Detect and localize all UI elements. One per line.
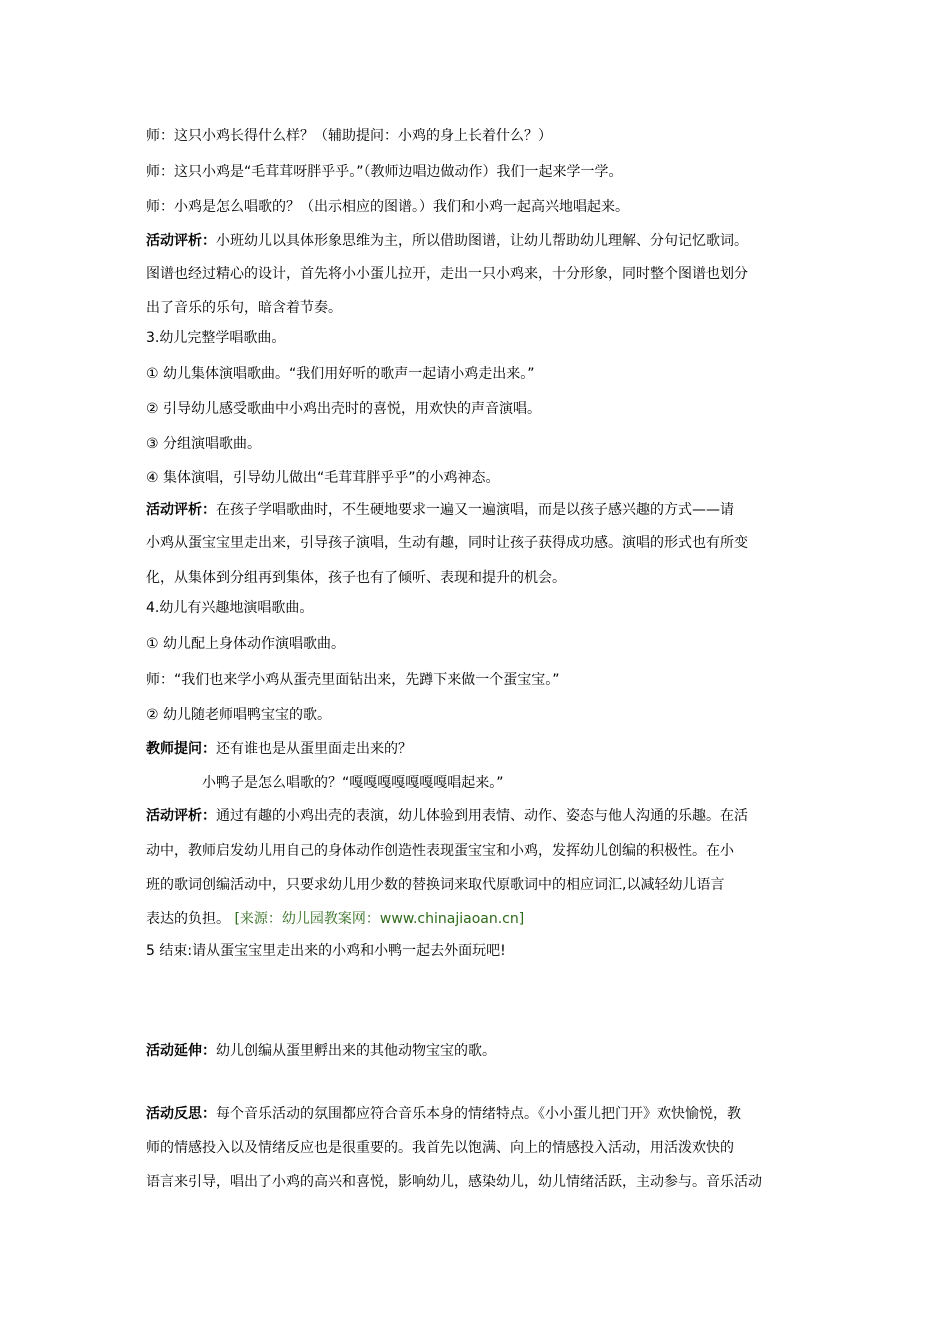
source-link[interactable]: [来源：幼儿园教案网：www.chinajiaoan.cn] (234, 911, 525, 927)
text-line (146, 197, 816, 217)
text-line (146, 231, 816, 251)
paragraph-text: 小鸭子是怎么唱歌的？“嘎嘎嘎嘎嘎嘎嘎唱起来。” (202, 775, 504, 791)
paragraph-text: 师：“我们也来学小鸡从蛋壳里面钻出来，先蹲下来做一个蛋宝宝。” (146, 672, 560, 688)
text-line (146, 468, 816, 488)
text-line (146, 568, 816, 588)
section-label: 教师提问： (146, 741, 216, 757)
text-line (146, 500, 816, 520)
paragraph-text: 师的情感投入以及情绪反应也是很重要的。我首先以饱满、向上的情感投入活动，用活泼欢快的 (146, 1140, 734, 1156)
section-label: 活动评析： (146, 233, 216, 249)
list-item: ② 引导幼儿感受歌曲中小鸡出壳时的喜悦，用欢快的声音演唱。 (146, 401, 541, 417)
text-line (146, 670, 816, 690)
paragraph-text: 在孩子学唱歌曲时，不生硬地要求一遍又一遍演唱，而是以孩子感兴趣的方式——请 (216, 502, 734, 518)
text-line (146, 739, 816, 759)
paragraph-text: 班的歌词创编活动中，只要求幼儿用少数的替换词来取代原歌词中的相应词汇,以减轻幼儿语言 (146, 877, 725, 893)
text-line (146, 941, 816, 961)
text-line (146, 909, 816, 929)
paragraph-text: 还有谁也是从蛋里面走出来的？ (216, 741, 412, 757)
step-heading: 3.幼儿完整学唱歌曲。 (146, 330, 286, 346)
section-label: 活动评析： (146, 502, 216, 518)
paragraph-text: 师：这只小鸡长得什么样？（辅助提问：小鸡的身上长着什么？） (146, 128, 552, 144)
paragraph-text: 图谱也经过精心的设计，首先将小小蛋儿拉开，走出一只小鸡来，十分形象，同时整个图谱也划分 (146, 266, 748, 282)
section-label: 活动评析： (146, 808, 216, 824)
text-line (146, 1172, 816, 1192)
text-line (146, 364, 816, 384)
text-line (146, 875, 816, 895)
step-heading: 4.幼儿有兴趣地演唱歌曲。 (146, 600, 314, 616)
text-line (146, 1138, 816, 1158)
paragraph-text: 小鸡从蛋宝宝里走出来，引导孩子演唱，生动有趣，同时让孩子获得成功感。演唱的形式也有所变 (146, 535, 748, 551)
text-line (146, 634, 816, 654)
paragraph-text: 表达的负担。 (146, 911, 230, 927)
text-line (146, 1104, 816, 1124)
text-line (146, 298, 816, 318)
list-item: ① 幼儿配上身体动作演唱歌曲。 (146, 636, 346, 652)
paragraph-text: 幼儿创编从蛋里孵出来的其他动物宝宝的歌。 (216, 1043, 496, 1059)
paragraph-text: 小班幼儿以具体形象思维为主，所以借助图谱，让幼儿帮助幼儿理解、分句记忆歌词。 (216, 233, 748, 249)
text-line (146, 841, 816, 861)
paragraph-text: 化，从集体到分组再到集体，孩子也有了倾听、表现和提升的机会。 (146, 570, 566, 586)
step-heading: 5 结束:请从蛋宝宝里走出来的小鸡和小鸭一起去外面玩吧! (146, 943, 506, 959)
text-line (146, 806, 816, 826)
list-item: ① 幼儿集体演唱歌曲。“我们用好听的歌声一起请小鸡走出来。” (146, 366, 535, 382)
paragraph-text: 出了音乐的乐句，暗含着节奏。 (146, 300, 342, 316)
paragraph-text: 每个音乐活动的氛围都应符合音乐本身的情绪特点。《小小蛋儿把门开》欢快愉悦，教 (216, 1106, 741, 1122)
section-label: 活动反思： (146, 1106, 216, 1122)
text-line (146, 598, 816, 618)
text-line (146, 533, 816, 553)
list-item: ④ 集体演唱，引导幼儿做出“毛茸茸胖乎乎”的小鸡神态。 (146, 470, 500, 486)
text-line (146, 264, 816, 284)
paragraph-text: 师：这只小鸡是“毛茸茸呀胖乎乎。”（教师边唱边做动作）我们一起来学一学。 (146, 164, 623, 180)
paragraph-text: 师：小鸡是怎么唱歌的？（出示相应的图谱。）我们和小鸡一起高兴地唱起来。 (146, 199, 629, 215)
list-item: ③ 分组演唱歌曲。 (146, 436, 262, 452)
text-line (146, 126, 816, 146)
paragraph-text: 动中，教师启发幼儿用自己的身体动作创造性表现蛋宝宝和小鸡，发挥幼儿创编的积极性。在小 (146, 843, 734, 859)
text-line (146, 434, 816, 454)
section-label: 活动延伸： (146, 1043, 216, 1059)
text-line (146, 1041, 816, 1061)
text-line (146, 399, 816, 419)
text-line (202, 773, 816, 793)
text-line (146, 328, 816, 348)
paragraph-text: 语言来引导，唱出了小鸡的高兴和喜悦，影响幼儿，感染幼儿，幼儿情绪活跃，主动参与。音乐活动 (146, 1174, 762, 1190)
text-line (146, 705, 816, 725)
text-line (146, 162, 816, 182)
list-item: ② 幼儿随老师唱鸭宝宝的歌。 (146, 707, 332, 723)
paragraph-text: 通过有趣的小鸡出壳的表演，幼儿体验到用表情、动作、姿态与他人沟通的乐趣。在活 (216, 808, 748, 824)
